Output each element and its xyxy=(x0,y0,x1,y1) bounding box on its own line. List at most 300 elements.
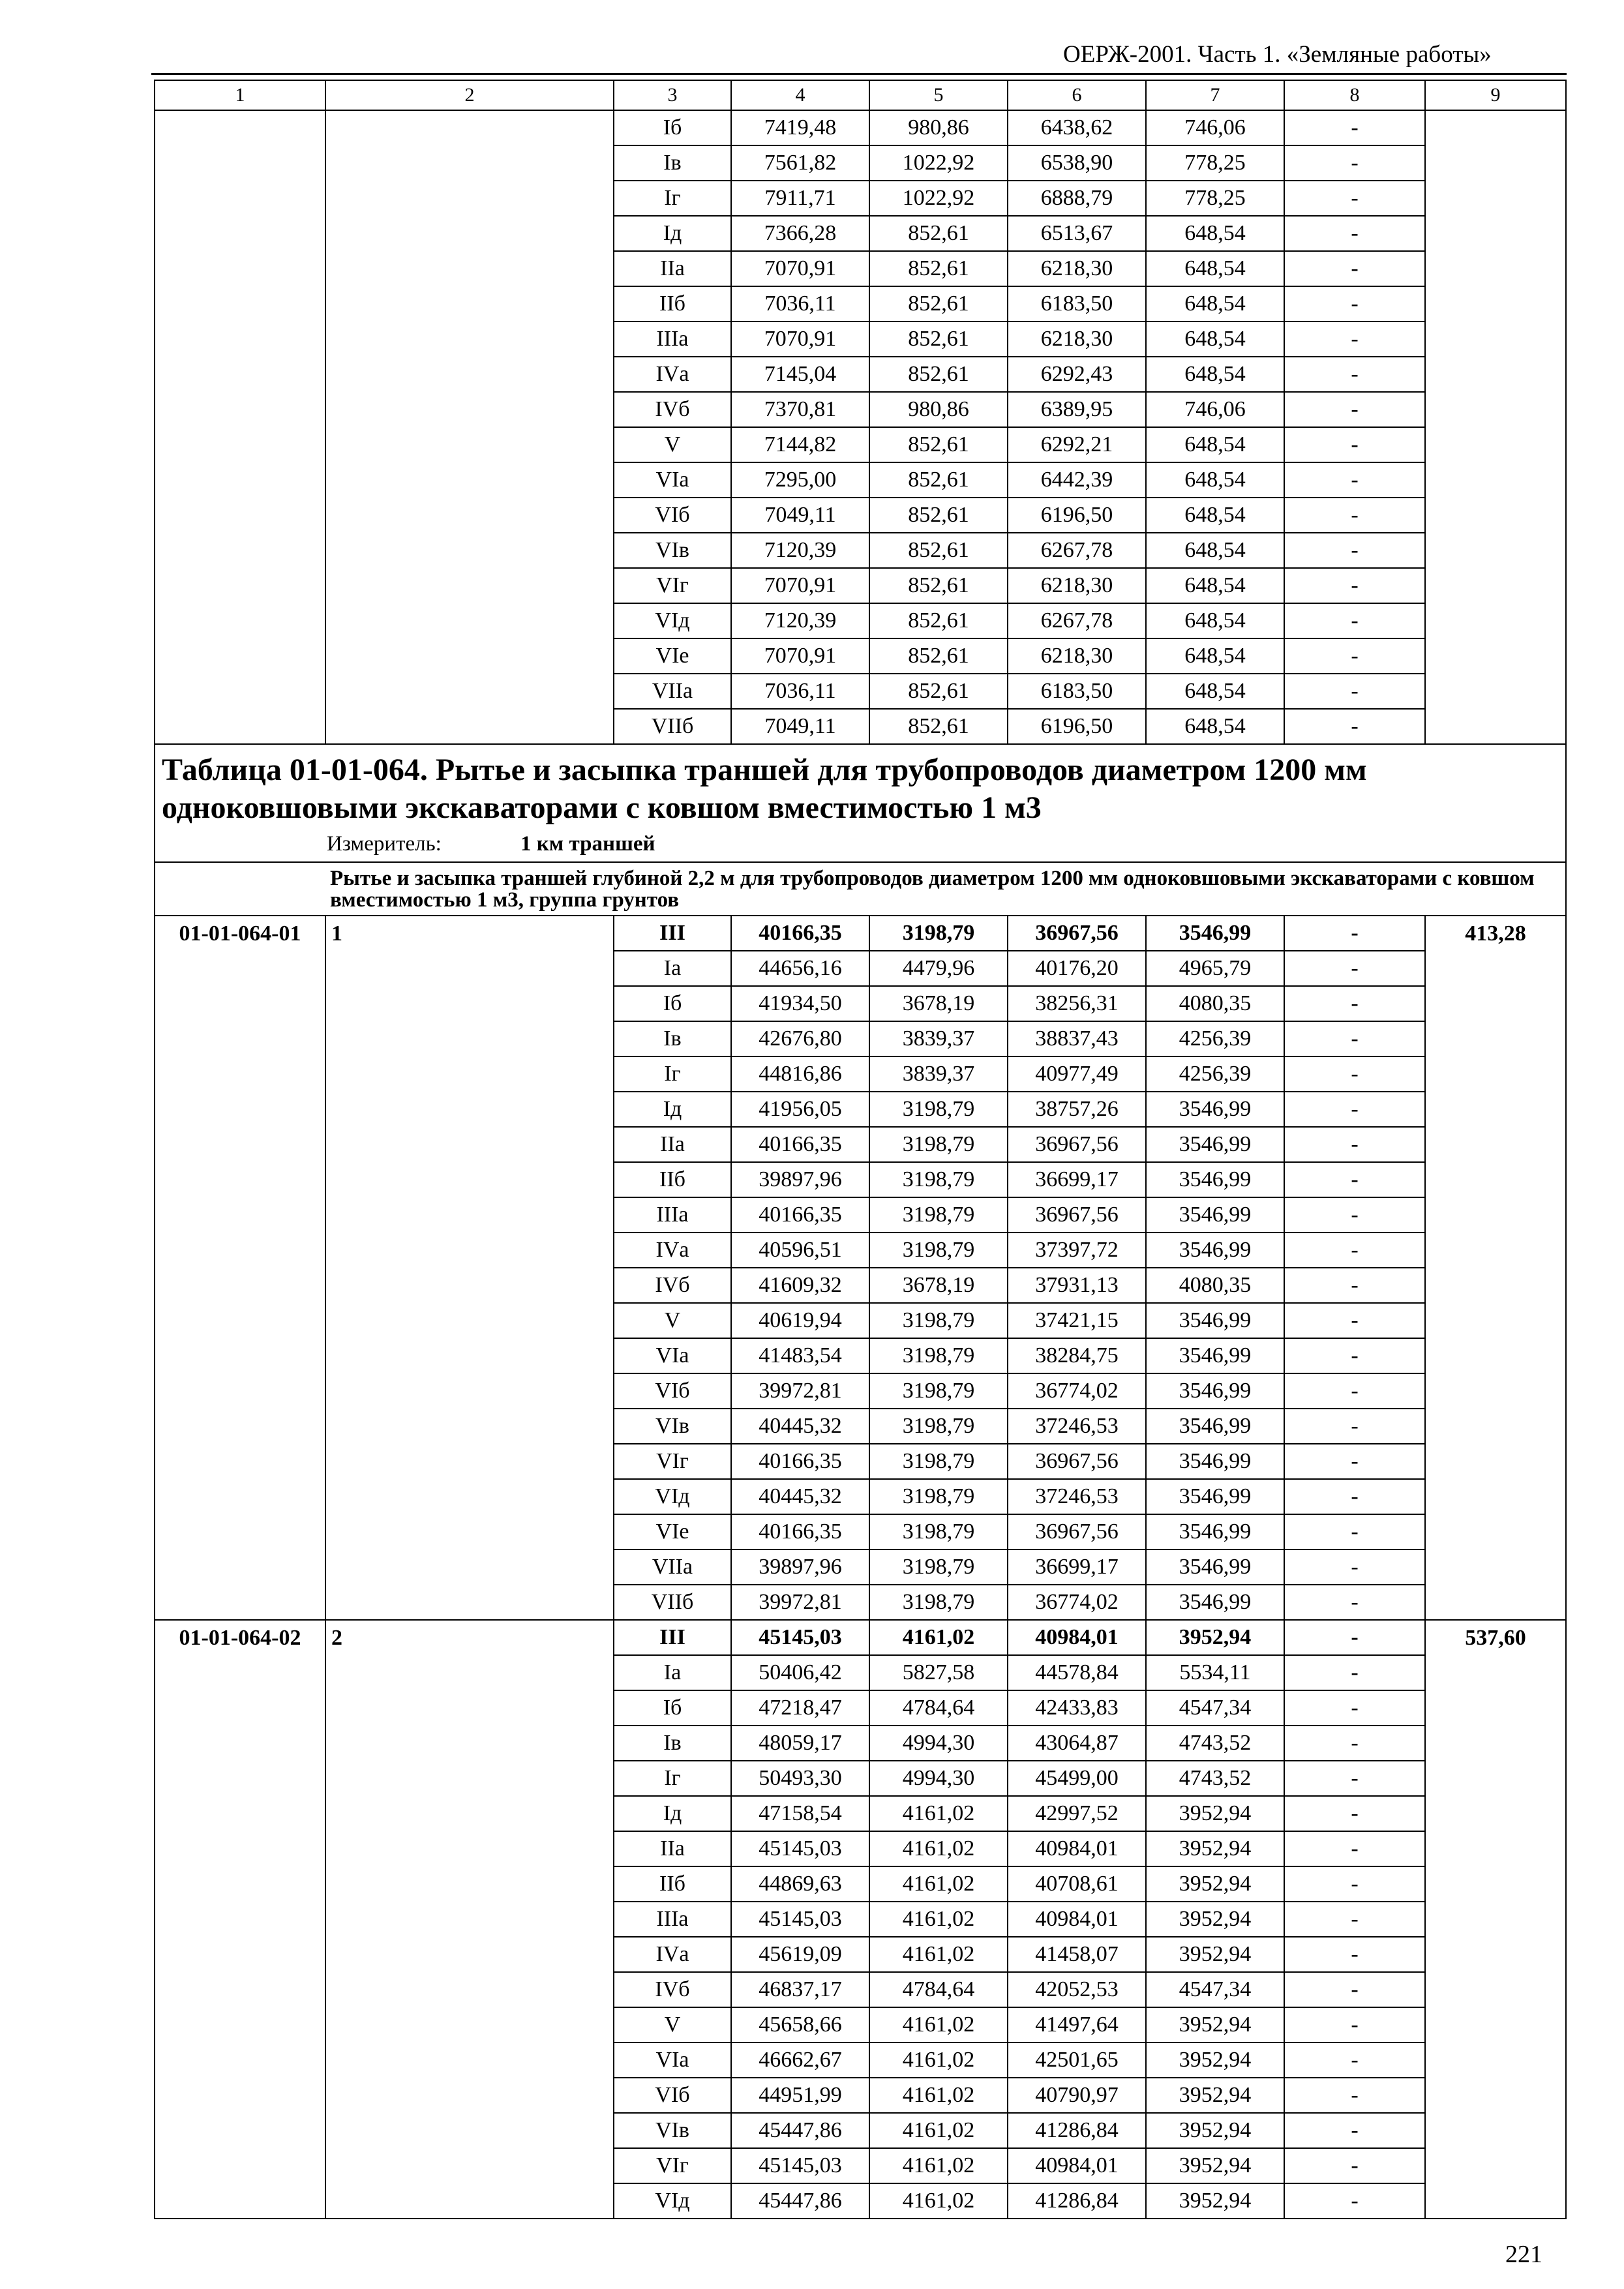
wages-cell: 3198,79 xyxy=(869,1338,1008,1373)
materials-cell: - xyxy=(1284,2148,1425,2183)
materials-cell: - xyxy=(1284,1972,1425,2007)
direct-cost-cell: 7070,91 xyxy=(731,251,869,286)
soil-group-cell: III xyxy=(614,1620,731,1655)
machine-cost-cell: 36967,56 xyxy=(1008,1514,1146,1549)
machinist-wages-cell: 3952,94 xyxy=(1146,2042,1284,2078)
materials-cell: - xyxy=(1284,2078,1425,2113)
materials-cell: - xyxy=(1284,709,1425,744)
machine-cost-cell: 36774,02 xyxy=(1008,1373,1146,1409)
direct-cost-cell: 7911,71 xyxy=(731,181,869,216)
direct-cost-cell: 7561,82 xyxy=(731,145,869,181)
machine-cost-cell: 41458,07 xyxy=(1008,1937,1146,1972)
column-number-cell: 9 xyxy=(1425,80,1566,110)
machinist-wages-cell: 3546,99 xyxy=(1146,1549,1284,1585)
machine-cost-cell: 40984,01 xyxy=(1008,1620,1146,1655)
machine-cost-cell: 40984,01 xyxy=(1008,2148,1146,2183)
machinist-wages-cell: 5534,11 xyxy=(1146,1655,1284,1690)
direct-cost-cell: 42676,80 xyxy=(731,1021,869,1056)
machinist-wages-cell: 3546,99 xyxy=(1146,1514,1284,1549)
number-cell: 2 xyxy=(325,1620,614,2219)
wages-cell: 3198,79 xyxy=(869,1233,1008,1268)
materials-cell: - xyxy=(1284,1092,1425,1127)
wages-cell: 4994,30 xyxy=(869,1726,1008,1761)
wages-cell: 3198,79 xyxy=(869,1127,1008,1162)
direct-cost-cell: 39972,81 xyxy=(731,1373,869,1409)
soil-group-cell: VIе xyxy=(614,1514,731,1549)
wages-cell: 3839,37 xyxy=(869,1021,1008,1056)
machinist-wages-cell: 3546,99 xyxy=(1146,1373,1284,1409)
machine-cost-cell: 40176,20 xyxy=(1008,951,1146,986)
materials-cell: - xyxy=(1284,533,1425,568)
wages-cell: 4161,02 xyxy=(869,1796,1008,1831)
direct-cost-cell: 39972,81 xyxy=(731,1585,869,1620)
machine-cost-cell: 37246,53 xyxy=(1008,1479,1146,1514)
direct-cost-cell: 40166,35 xyxy=(731,916,869,951)
materials-cell: - xyxy=(1284,2113,1425,2148)
code-cell: 01-01-064-02 xyxy=(155,1620,325,2219)
direct-cost-cell: 41609,32 xyxy=(731,1268,869,1303)
soil-group-cell: III xyxy=(614,916,731,951)
materials-cell: - xyxy=(1284,1197,1425,1233)
materials-cell: - xyxy=(1284,462,1425,498)
machinist-wages-cell: 648,54 xyxy=(1146,251,1284,286)
wages-cell: 4161,02 xyxy=(869,2078,1008,2113)
soil-group-cell: VIа xyxy=(614,462,731,498)
direct-cost-cell: 50406,42 xyxy=(731,1655,869,1690)
materials-cell: - xyxy=(1284,1162,1425,1197)
machinist-wages-cell: 3546,99 xyxy=(1146,1444,1284,1479)
materials-cell: - xyxy=(1284,568,1425,603)
column-number-cell: 5 xyxy=(869,80,1008,110)
direct-cost-cell: 40166,35 xyxy=(731,1514,869,1549)
machine-cost-cell: 42052,53 xyxy=(1008,1972,1146,2007)
soil-group-cell: IVб xyxy=(614,1972,731,2007)
direct-cost-cell: 40445,32 xyxy=(731,1409,869,1444)
wages-cell: 3198,79 xyxy=(869,1479,1008,1514)
materials-cell: - xyxy=(1284,322,1425,357)
direct-cost-cell: 45619,09 xyxy=(731,1937,869,1972)
machinist-wages-cell: 3546,99 xyxy=(1146,1479,1284,1514)
machine-cost-cell: 36967,56 xyxy=(1008,1197,1146,1233)
machine-cost-cell: 42433,83 xyxy=(1008,1690,1146,1726)
wages-cell: 852,61 xyxy=(869,638,1008,674)
column-number-cell: 2 xyxy=(325,80,614,110)
wages-cell: 3678,19 xyxy=(869,1268,1008,1303)
materials-cell: - xyxy=(1284,216,1425,251)
soil-group-cell: V xyxy=(614,427,731,462)
materials-cell: - xyxy=(1284,1127,1425,1162)
table-row xyxy=(155,110,1566,145)
soil-group-cell: VIв xyxy=(614,1409,731,1444)
wages-cell: 852,61 xyxy=(869,603,1008,638)
direct-cost-cell: 47218,47 xyxy=(731,1690,869,1726)
machine-cost-cell: 6183,50 xyxy=(1008,286,1146,322)
wages-cell: 3839,37 xyxy=(869,1056,1008,1092)
machine-cost-cell: 6292,43 xyxy=(1008,357,1146,392)
machine-cost-cell: 45499,00 xyxy=(1008,1761,1146,1796)
materials-cell: - xyxy=(1284,1338,1425,1373)
machine-cost-cell: 42501,65 xyxy=(1008,2042,1146,2078)
soil-group-cell: VIб xyxy=(614,498,731,533)
materials-cell: - xyxy=(1284,392,1425,427)
wages-cell: 3198,79 xyxy=(869,916,1008,951)
machinist-wages-cell: 4256,39 xyxy=(1146,1056,1284,1092)
machine-cost-cell: 43064,87 xyxy=(1008,1726,1146,1761)
wages-cell: 1022,92 xyxy=(869,145,1008,181)
direct-cost-cell: 45145,03 xyxy=(731,1620,869,1655)
soil-group-cell: V xyxy=(614,1303,731,1338)
soil-group-cell: IVа xyxy=(614,1233,731,1268)
machinist-wages-cell: 3546,99 xyxy=(1146,1409,1284,1444)
machinist-wages-cell: 3952,94 xyxy=(1146,1796,1284,1831)
materials-cell: - xyxy=(1284,181,1425,216)
direct-cost-cell: 7419,48 xyxy=(731,110,869,145)
direct-cost-cell: 7120,39 xyxy=(731,533,869,568)
materials-cell: - xyxy=(1284,498,1425,533)
table-heading xyxy=(155,744,1566,862)
direct-cost-cell: 46662,67 xyxy=(731,2042,869,2078)
soil-group-cell: IVб xyxy=(614,392,731,427)
number-cell: 1 xyxy=(325,916,614,1620)
direct-cost-cell: 40619,94 xyxy=(731,1303,869,1338)
wages-cell: 3198,79 xyxy=(869,1409,1008,1444)
wages-cell: 4784,64 xyxy=(869,1972,1008,2007)
soil-group-cell: Iа xyxy=(614,1655,731,1690)
machinist-wages-cell: 648,54 xyxy=(1146,462,1284,498)
materials-cell: - xyxy=(1284,638,1425,674)
machinist-wages-cell: 648,54 xyxy=(1146,322,1284,357)
soil-group-cell: VIа xyxy=(614,2042,731,2078)
norms-table xyxy=(154,80,1567,2219)
soil-group-cell: Iв xyxy=(614,1021,731,1056)
machinist-wages-cell: 648,54 xyxy=(1146,568,1284,603)
direct-cost-cell: 7145,04 xyxy=(731,357,869,392)
machine-cost-cell: 40708,61 xyxy=(1008,1866,1146,1902)
wages-cell: 4161,02 xyxy=(869,2113,1008,2148)
machine-cost-cell: 40984,01 xyxy=(1008,1902,1146,1937)
direct-cost-cell: 7144,82 xyxy=(731,427,869,462)
soil-group-cell: VIIб xyxy=(614,1585,731,1620)
materials-cell: - xyxy=(1284,951,1425,986)
wages-cell: 3198,79 xyxy=(869,1444,1008,1479)
direct-cost-cell: 7070,91 xyxy=(731,638,869,674)
machinist-wages-cell: 648,54 xyxy=(1146,674,1284,709)
labor-cost-cell: 537,60 xyxy=(1425,1620,1566,2219)
direct-cost-cell: 39897,96 xyxy=(731,1549,869,1585)
materials-cell: - xyxy=(1284,1620,1425,1655)
machine-cost-cell: 6218,30 xyxy=(1008,322,1146,357)
machinist-wages-cell: 4080,35 xyxy=(1146,986,1284,1021)
wages-cell: 3198,79 xyxy=(869,1549,1008,1585)
wages-cell: 852,61 xyxy=(869,674,1008,709)
direct-cost-cell: 45145,03 xyxy=(731,1831,869,1866)
materials-cell: - xyxy=(1284,1866,1425,1902)
machine-cost-cell: 6196,50 xyxy=(1008,709,1146,744)
machine-cost-cell: 6513,67 xyxy=(1008,216,1146,251)
direct-cost-cell: 47158,54 xyxy=(731,1796,869,1831)
soil-group-cell: Iг xyxy=(614,1761,731,1796)
materials-cell: - xyxy=(1284,1902,1425,1937)
column-number-row xyxy=(155,80,1566,110)
materials-cell: - xyxy=(1284,110,1425,145)
machine-cost-cell: 41286,84 xyxy=(1008,2183,1146,2219)
machinist-wages-cell: 648,54 xyxy=(1146,533,1284,568)
machinist-wages-cell: 4547,34 xyxy=(1146,1690,1284,1726)
machine-cost-cell: 42997,52 xyxy=(1008,1796,1146,1831)
wages-cell: 852,61 xyxy=(869,462,1008,498)
wages-cell: 4161,02 xyxy=(869,2007,1008,2042)
materials-cell: - xyxy=(1284,1479,1425,1514)
machinist-wages-cell: 648,54 xyxy=(1146,357,1284,392)
machine-cost-cell: 41497,64 xyxy=(1008,2007,1146,2042)
materials-cell: - xyxy=(1284,2042,1425,2078)
materials-cell: - xyxy=(1284,1409,1425,1444)
materials-cell: - xyxy=(1284,1796,1425,1831)
machinist-wages-cell: 746,06 xyxy=(1146,392,1284,427)
column-number-cell: 6 xyxy=(1008,80,1146,110)
machinist-wages-cell: 746,06 xyxy=(1146,110,1284,145)
machinist-wages-cell: 3952,94 xyxy=(1146,1620,1284,1655)
direct-cost-cell: 48059,17 xyxy=(731,1726,869,1761)
materials-cell: - xyxy=(1284,1021,1425,1056)
machinist-wages-cell: 648,54 xyxy=(1146,638,1284,674)
machine-cost-cell: 6389,95 xyxy=(1008,392,1146,427)
soil-group-cell: VIб xyxy=(614,1373,731,1409)
materials-cell: - xyxy=(1284,1655,1425,1690)
materials-cell: - xyxy=(1284,286,1425,322)
column-number-cell: 8 xyxy=(1284,80,1425,110)
column-number-cell: 4 xyxy=(731,80,869,110)
wages-cell: 852,61 xyxy=(869,216,1008,251)
soil-group-cell: Iд xyxy=(614,1796,731,1831)
direct-cost-cell: 7295,00 xyxy=(731,462,869,498)
wages-cell: 852,61 xyxy=(869,533,1008,568)
wages-cell: 4784,64 xyxy=(869,1690,1008,1726)
wages-cell: 4161,02 xyxy=(869,2042,1008,2078)
direct-cost-cell: 45145,03 xyxy=(731,1902,869,1937)
materials-cell: - xyxy=(1284,2007,1425,2042)
materials-cell: - xyxy=(1284,1549,1425,1585)
machine-cost-cell: 40977,49 xyxy=(1008,1056,1146,1092)
direct-cost-cell: 7370,81 xyxy=(731,392,869,427)
column-number-cell: 1 xyxy=(155,80,325,110)
wages-cell: 852,61 xyxy=(869,709,1008,744)
table-unit xyxy=(162,831,1559,858)
machinist-wages-cell: 3952,94 xyxy=(1146,2078,1284,2113)
machine-cost-cell: 36774,02 xyxy=(1008,1585,1146,1620)
wages-cell: 3198,79 xyxy=(869,1092,1008,1127)
machinist-wages-cell: 3546,99 xyxy=(1146,1127,1284,1162)
machine-cost-cell: 44578,84 xyxy=(1008,1655,1146,1690)
direct-cost-cell: 7070,91 xyxy=(731,568,869,603)
materials-cell: - xyxy=(1284,1831,1425,1866)
machinist-wages-cell: 648,54 xyxy=(1146,286,1284,322)
machine-cost-cell: 36967,56 xyxy=(1008,1127,1146,1162)
wages-cell: 3198,79 xyxy=(869,1162,1008,1197)
unit-value: 1 км траншей xyxy=(520,832,655,856)
direct-cost-cell: 7049,11 xyxy=(731,709,869,744)
table-title: Таблица 01-01-064. Рытье и засыпка траншей для трубопроводов диаметром 1200 мм одноковшовыми экскаваторами с ковшом вместимостью 1 м3 xyxy=(162,753,1367,825)
materials-cell: - xyxy=(1284,1233,1425,1268)
materials-cell: - xyxy=(1284,1690,1425,1726)
machine-cost-cell: 38284,75 xyxy=(1008,1338,1146,1373)
wages-cell: 852,61 xyxy=(869,568,1008,603)
soil-group-cell: VIб xyxy=(614,2078,731,2113)
soil-group-cell: VIг xyxy=(614,568,731,603)
materials-cell: - xyxy=(1284,1268,1425,1303)
materials-cell: - xyxy=(1284,2183,1425,2219)
soil-group-cell: VIв xyxy=(614,2113,731,2148)
soil-group-cell: Iг xyxy=(614,181,731,216)
table-row xyxy=(155,1620,1566,1655)
wages-cell: 4161,02 xyxy=(869,1902,1008,1937)
machine-cost-cell: 6183,50 xyxy=(1008,674,1146,709)
wages-cell: 4161,02 xyxy=(869,1831,1008,1866)
machinist-wages-cell: 648,54 xyxy=(1146,603,1284,638)
table-subtitle-row xyxy=(155,862,1566,916)
soil-group-cell: IIIа xyxy=(614,1197,731,1233)
machine-cost-cell: 6538,90 xyxy=(1008,145,1146,181)
direct-cost-cell: 7366,28 xyxy=(731,216,869,251)
soil-group-cell: VIIа xyxy=(614,674,731,709)
machine-cost-cell: 6196,50 xyxy=(1008,498,1146,533)
machinist-wages-cell: 3546,99 xyxy=(1146,1303,1284,1338)
soil-group-cell: IVб xyxy=(614,1268,731,1303)
machine-cost-cell: 40984,01 xyxy=(1008,1831,1146,1866)
direct-cost-cell: 7036,11 xyxy=(731,286,869,322)
soil-group-cell: IIб xyxy=(614,1866,731,1902)
direct-cost-cell: 41956,05 xyxy=(731,1092,869,1127)
machinist-wages-cell: 4256,39 xyxy=(1146,1021,1284,1056)
wages-cell: 3198,79 xyxy=(869,1373,1008,1409)
machine-cost-cell: 37246,53 xyxy=(1008,1409,1146,1444)
unit-label: Измеритель: xyxy=(327,832,442,856)
direct-cost-cell: 39897,96 xyxy=(731,1162,869,1197)
machine-cost-cell: 6267,78 xyxy=(1008,533,1146,568)
machinist-wages-cell: 3952,94 xyxy=(1146,2148,1284,2183)
soil-group-cell: IIа xyxy=(614,251,731,286)
wages-cell: 852,61 xyxy=(869,357,1008,392)
materials-cell: - xyxy=(1284,1937,1425,1972)
soil-group-cell: VIв xyxy=(614,533,731,568)
machinist-wages-cell: 3546,99 xyxy=(1146,1092,1284,1127)
machinist-wages-cell: 3546,99 xyxy=(1146,1162,1284,1197)
machine-cost-cell: 6218,30 xyxy=(1008,638,1146,674)
column-number-cell: 7 xyxy=(1146,80,1284,110)
machinist-wages-cell: 3952,94 xyxy=(1146,1937,1284,1972)
materials-cell: - xyxy=(1284,145,1425,181)
materials-cell: - xyxy=(1284,1726,1425,1761)
wages-cell: 4161,02 xyxy=(869,1866,1008,1902)
direct-cost-cell: 40166,35 xyxy=(731,1197,869,1233)
machinist-wages-cell: 648,54 xyxy=(1146,709,1284,744)
wages-cell: 3198,79 xyxy=(869,1303,1008,1338)
machinist-wages-cell: 3952,94 xyxy=(1146,2183,1284,2219)
machinist-wages-cell: 4547,34 xyxy=(1146,1972,1284,2007)
machine-cost-cell: 40790,97 xyxy=(1008,2078,1146,2113)
soil-group-cell: Iв xyxy=(614,1726,731,1761)
machine-cost-cell: 41286,84 xyxy=(1008,2113,1146,2148)
direct-cost-cell: 44869,63 xyxy=(731,1866,869,1902)
direct-cost-cell: 40166,35 xyxy=(731,1127,869,1162)
soil-group-cell: IIб xyxy=(614,1162,731,1197)
table-row xyxy=(155,916,1566,951)
machine-cost-cell: 38837,43 xyxy=(1008,1021,1146,1056)
machinist-wages-cell: 778,25 xyxy=(1146,145,1284,181)
wages-cell: 980,86 xyxy=(869,110,1008,145)
wages-cell: 852,61 xyxy=(869,251,1008,286)
wages-cell: 4161,02 xyxy=(869,1937,1008,1972)
machine-cost-cell: 36967,56 xyxy=(1008,916,1146,951)
machine-cost-cell: 36967,56 xyxy=(1008,1444,1146,1479)
wages-cell: 852,61 xyxy=(869,286,1008,322)
soil-group-cell: Iа xyxy=(614,951,731,986)
machinist-wages-cell: 4080,35 xyxy=(1146,1268,1284,1303)
wages-cell: 4479,96 xyxy=(869,951,1008,986)
machinist-wages-cell: 778,25 xyxy=(1146,181,1284,216)
machine-cost-cell: 6442,39 xyxy=(1008,462,1146,498)
direct-cost-cell: 40166,35 xyxy=(731,1444,869,1479)
column-number-cell: 3 xyxy=(614,80,731,110)
materials-cell: - xyxy=(1284,251,1425,286)
table-subtitle: Рытье и засыпка траншей глубиной 2,2 м для трубопроводов диаметром 1200 мм одноковшовыми экскаваторами с ковшом вместимостью 1 м3, группа грунтов xyxy=(155,862,1566,916)
machinist-wages-cell: 3546,99 xyxy=(1146,1585,1284,1620)
direct-cost-cell: 7036,11 xyxy=(731,674,869,709)
wages-cell: 4161,02 xyxy=(869,2183,1008,2219)
soil-group-cell: VIа xyxy=(614,1338,731,1373)
soil-group-cell: IVа xyxy=(614,357,731,392)
machine-cost-cell: 38757,26 xyxy=(1008,1092,1146,1127)
soil-group-cell: Iг xyxy=(614,1056,731,1092)
machine-cost-cell: 6438,62 xyxy=(1008,110,1146,145)
direct-cost-cell: 40445,32 xyxy=(731,1479,869,1514)
wages-cell: 5827,58 xyxy=(869,1655,1008,1690)
materials-cell: - xyxy=(1284,1514,1425,1549)
direct-cost-cell: 7049,11 xyxy=(731,498,869,533)
soil-group-cell: Iб xyxy=(614,110,731,145)
machine-cost-cell: 6292,21 xyxy=(1008,427,1146,462)
soil-group-cell: VIе xyxy=(614,638,731,674)
soil-group-cell: IVа xyxy=(614,1937,731,1972)
machine-cost-cell: 36699,17 xyxy=(1008,1549,1146,1585)
direct-cost-cell: 50493,30 xyxy=(731,1761,869,1796)
wages-cell: 852,61 xyxy=(869,498,1008,533)
machinist-wages-cell: 3952,94 xyxy=(1146,2113,1284,2148)
wages-cell: 852,61 xyxy=(869,322,1008,357)
machinist-wages-cell: 648,54 xyxy=(1146,498,1284,533)
machine-cost-cell: 36699,17 xyxy=(1008,1162,1146,1197)
soil-group-cell: VIIа xyxy=(614,1549,731,1585)
materials-cell: - xyxy=(1284,1585,1425,1620)
machinist-wages-cell: 648,54 xyxy=(1146,427,1284,462)
materials-cell: - xyxy=(1284,986,1425,1021)
materials-cell: - xyxy=(1284,1373,1425,1409)
materials-cell: - xyxy=(1284,674,1425,709)
materials-cell: - xyxy=(1284,1761,1425,1796)
table-heading-row xyxy=(155,744,1566,862)
code-cell: 01-01-064-01 xyxy=(155,916,325,1620)
machine-cost-cell: 37397,72 xyxy=(1008,1233,1146,1268)
materials-cell: - xyxy=(1284,603,1425,638)
wages-cell: 1022,92 xyxy=(869,181,1008,216)
wages-cell: 4994,30 xyxy=(869,1761,1008,1796)
materials-cell: - xyxy=(1284,1303,1425,1338)
number-cell xyxy=(325,110,614,744)
wages-cell: 852,61 xyxy=(869,427,1008,462)
direct-cost-cell: 44951,99 xyxy=(731,2078,869,2113)
direct-cost-cell: 45658,66 xyxy=(731,2007,869,2042)
machinist-wages-cell: 3546,99 xyxy=(1146,1233,1284,1268)
